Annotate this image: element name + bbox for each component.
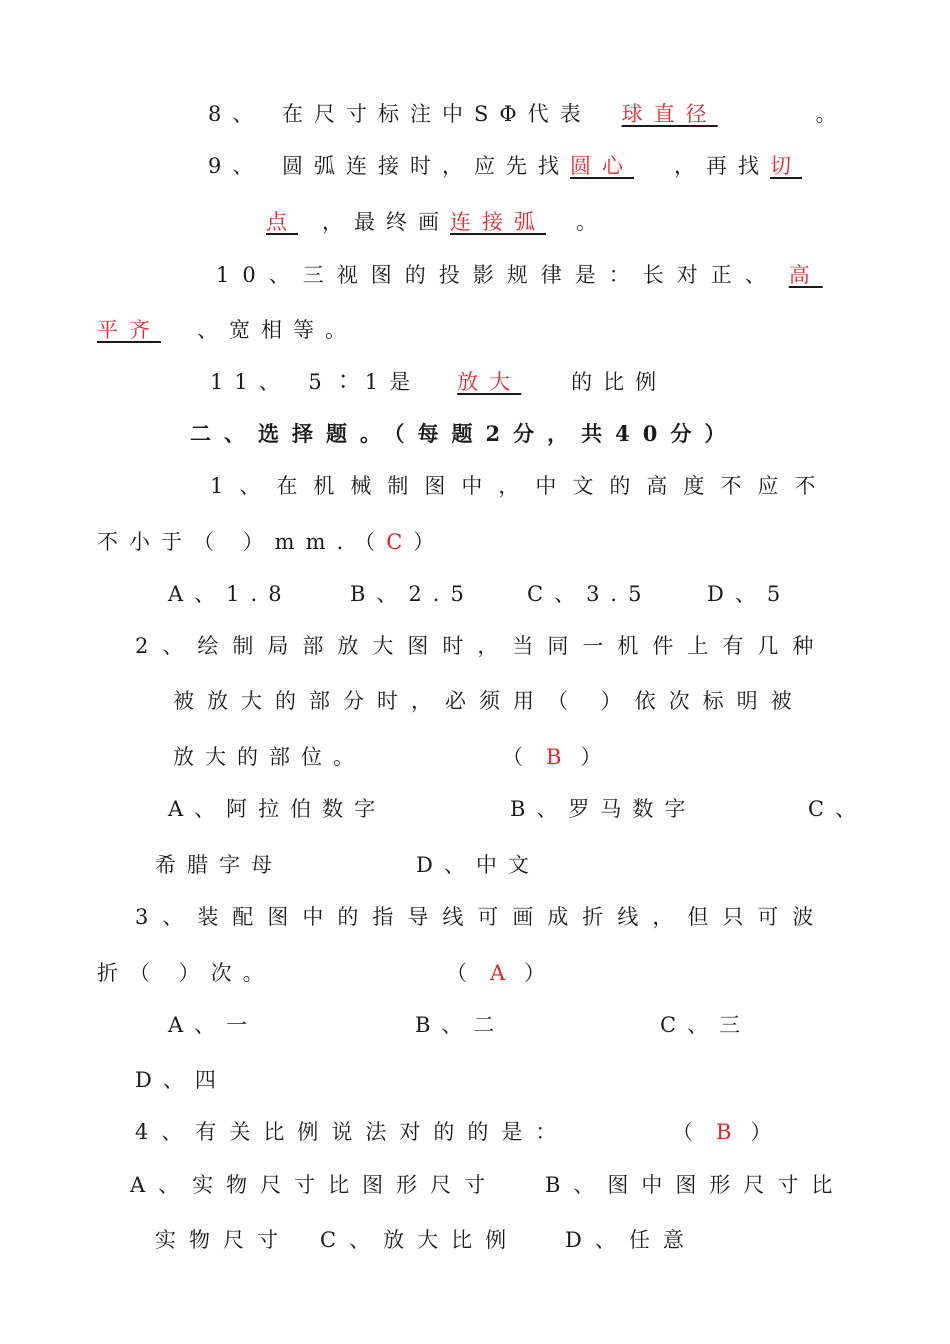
q4-option-b: B、图中图形尺寸比	[545, 1173, 846, 1197]
q3-option-b: B、二	[415, 1013, 506, 1037]
choice-question-1: 1、在机械制图中，中文的高度不应不	[210, 474, 832, 498]
q9-blank-2b	[252, 210, 322, 234]
q2-answer: B	[546, 745, 573, 769]
q2-option-c: C、	[808, 797, 868, 821]
q11-blank	[421, 370, 571, 394]
q2-option-c-text: 希腊字母	[155, 853, 283, 877]
q8-prefix: 8、 在尺寸标注中SΦ代表	[208, 102, 592, 126]
q1-option-c: C、3.5	[527, 582, 653, 606]
choice-question-1-cont	[97, 528, 445, 556]
q2-close: ）	[580, 745, 613, 769]
q4-close: ）	[750, 1120, 783, 1144]
choice-question-2-cont: 被放大的部分时，必须用（ ）依次标明被	[173, 689, 805, 713]
choice-question-2: 2、绘制局部放大图时，当同一机件上有几种	[135, 634, 828, 658]
fill-question-8	[208, 100, 848, 128]
choice-question-4: 4、有关比例说法对的的是：	[135, 1120, 570, 1144]
q1-option-a: A、1.8	[168, 582, 293, 606]
q4-option-c: C、放大比例	[320, 1228, 520, 1252]
q4-option-a: A、实物尺寸比图形尺寸	[130, 1173, 499, 1197]
q8-suffix: 。	[815, 102, 848, 126]
q2-option-a: A、阿拉伯数字	[168, 797, 387, 821]
q3-answer-group	[446, 959, 556, 987]
q9-answer-2b: 点	[266, 210, 298, 234]
q3-option-c: C、三	[660, 1013, 752, 1037]
choice-question-2-cont-2: 放大的部位。	[173, 745, 365, 769]
q1-option-b: B、2.5	[350, 582, 475, 606]
q10-suffix: 、宽相等。	[197, 318, 357, 342]
q9-prefix: 9、 圆弧连接时，应先找	[208, 154, 571, 178]
q3-option-d: D、四	[135, 1068, 227, 1092]
q10-blank-b	[97, 318, 197, 342]
section-2-title: 二、选择题。（每题2分，共40分）	[190, 421, 739, 446]
q1-close: ）	[413, 530, 446, 554]
q2-option-d: D、中文	[416, 853, 540, 877]
q1-answer: C	[386, 530, 414, 554]
q11-answer: 放大	[457, 370, 522, 394]
q3-close: ）	[524, 961, 557, 985]
q4-option-d: D、任意	[565, 1228, 697, 1252]
q9-answer-2a: 切	[770, 154, 803, 178]
fill-question-10-cont	[97, 316, 357, 344]
q9-blank-1	[570, 154, 674, 178]
q4-option-b-cont: 实物尺寸	[155, 1228, 291, 1252]
q8-answer: 球直径	[621, 102, 718, 126]
q10-prefix: 10、三视图的投影规律是：长对正、	[216, 263, 779, 287]
choice-question-3-cont: 折（ ）次。	[97, 961, 275, 985]
q3-answer: A	[490, 961, 517, 985]
q9-blank-2a	[770, 154, 802, 178]
q4-answer-group	[672, 1118, 782, 1146]
choice-question-3: 3、装配图中的指导线可画成折线，但只可波	[135, 905, 828, 929]
q1-text-2: 不小于（ ）mm.（	[97, 530, 387, 554]
q9-answer-1: 圆心	[570, 154, 635, 178]
q11-suffix: 的比例	[571, 370, 668, 394]
q9-blank-3	[450, 210, 576, 234]
q1-option-d: D、5	[707, 582, 792, 606]
q10-answer-b: 平齐	[97, 318, 161, 342]
fill-question-9	[208, 152, 802, 180]
q10-blank-a	[779, 263, 823, 287]
q11-prefix: 11、 5∶1是	[210, 370, 422, 394]
q2-answer-group	[502, 743, 612, 771]
q3-option-a: A、一	[168, 1013, 259, 1037]
q9-answer-3: 连接弧	[450, 210, 546, 234]
q10-answer-a: 高	[788, 263, 823, 287]
q3-open: （	[446, 961, 478, 985]
q2-open: （	[502, 745, 534, 769]
q4-open: （	[672, 1120, 704, 1144]
q4-answer: B	[716, 1120, 743, 1144]
q9-mid: ，再找	[674, 154, 771, 178]
fill-question-10	[216, 261, 823, 289]
q9-suffix: 。	[576, 210, 608, 234]
fill-question-11	[210, 368, 667, 396]
q9-mid2: ，最终画	[322, 210, 450, 234]
fill-question-9-cont	[252, 208, 608, 236]
q2-option-b: B、罗马数字	[510, 797, 697, 821]
q8-blank	[592, 102, 816, 126]
